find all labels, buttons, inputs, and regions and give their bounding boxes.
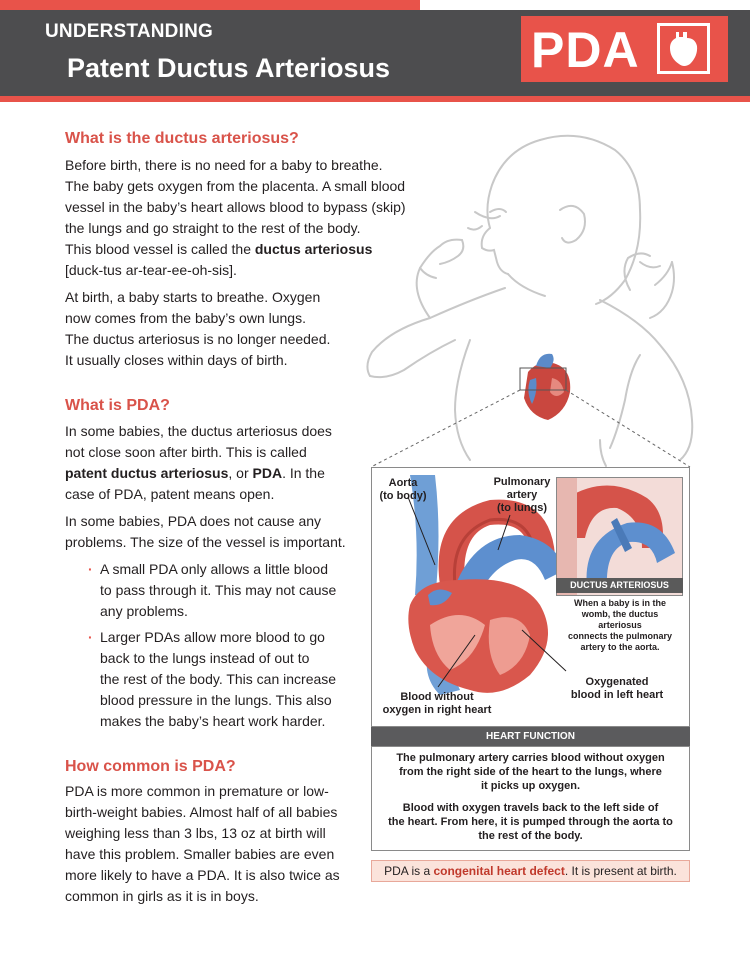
heart-icon (657, 23, 710, 74)
bullet-small-pda (88, 559, 337, 622)
term-ductus-arteriosus: ductus arteriosus (254, 241, 373, 257)
text-line: patent ductus arteriosus, or PDA. In the (65, 465, 325, 481)
text-line: case of PDA, patent means open. (65, 486, 275, 502)
chest-heart-icon (524, 354, 570, 420)
paragraph-before-birth (65, 155, 406, 281)
text-line: At birth, a baby starts to breathe. Oxygen (65, 289, 321, 305)
text-line: now comes from the baby’s own lungs. (65, 310, 306, 326)
term-congenital-heart-defect: congenital heart defect (433, 864, 565, 878)
section-heading-what-is-pda: What is PDA? (65, 397, 170, 414)
text-line: In some babies, the ductus arteriosus does (65, 423, 332, 439)
header-rule (0, 96, 750, 102)
text-line: vessel in the baby’s heart allows blood to bypass (skip) (65, 199, 406, 215)
bullet-icon: · (88, 629, 93, 645)
text-line: Before birth, there is no need for a baby to breathe. (65, 157, 383, 173)
paragraph-pda-definition (65, 421, 332, 505)
paragraph-at-birth (65, 287, 330, 371)
text-line: have this problem. Smaller babies are even (65, 846, 335, 862)
text-line: to pass through it. This may not cause (100, 582, 337, 598)
text-line: PDA is more common in premature or low- (65, 783, 329, 799)
label-pulmonary-artery: Pulmonary artery (to lungs) (493, 476, 551, 514)
bullet-large-pda (88, 627, 337, 732)
text-line: common in girls as it is in boys. (65, 888, 259, 904)
heart-function-title: HEART FUNCTION (371, 727, 690, 746)
text-line: back to the lungs instead of out to (100, 650, 310, 666)
text-line: This blood vessel is called the ductus arteriosus (65, 241, 373, 257)
page-title: Patent Ductus Arteriosus (67, 53, 391, 83)
congenital-note: PDA is a congenital heart defect. It is present at birth. (371, 860, 690, 882)
term-patent-ductus: patent ductus arteriosus (65, 465, 229, 481)
label-oxygenated-blood: Oxygenated blood in left heart (570, 676, 664, 701)
text-line: any problems. (100, 603, 188, 619)
label-blood-without-oxygen: Blood without oxygen in right heart (382, 691, 492, 716)
inset-title: DUCTUS ARTERIOSUS (556, 578, 683, 593)
heart-function-paragraph-2: Blood with oxygen travels back to the left side of the heart. From here, it is pumped through the aorta to the rest of the body. (388, 802, 673, 842)
text-line: blood pressure in the lungs. This also (100, 692, 332, 708)
text-line: It usually closes within days of birth. (65, 352, 288, 368)
text-line: makes the baby’s heart work harder. (100, 713, 326, 729)
text-line: birth-weight babies. Almost half of all babies (65, 804, 338, 820)
pda-badge (521, 16, 728, 82)
bullet-icon: · (88, 561, 93, 577)
label-aorta: Aorta (to body) (379, 477, 427, 502)
pronunciation: [duck-tus ar-tear-ee-oh-sis]. (65, 262, 237, 278)
text-line: Larger PDAs allow more blood to go (100, 629, 325, 645)
inset-caption: When a baby is in the womb, the ductus arteriosus connects the pulmonary artery to the aorta. (567, 598, 673, 652)
paragraph-how-common (65, 781, 340, 907)
badge-text: PDA (531, 22, 640, 78)
text-line: problems. The size of the vessel is important. (65, 534, 346, 550)
section-heading-how-common: How common is PDA? (65, 758, 236, 775)
text-line: The ductus arteriosus is no longer needed. (65, 331, 331, 347)
text-line: In some babies, PDA does not cause any (65, 513, 322, 529)
text-line: A small PDA only allows a little blood (100, 561, 328, 577)
top-stripe (0, 0, 750, 10)
text-line: not close soon after birth. This is called (65, 444, 307, 460)
section-heading-ductus: What is the ductus arteriosus? (65, 130, 299, 147)
heart-function-paragraph-1: The pulmonary artery carries blood without oxygen from the right side of the heart to the lungs, where it picks up oxygen. (396, 752, 665, 792)
text-line: more likely to have a PDA. It is also twice as (65, 867, 340, 883)
text-line: the lungs and go straight to the rest of the body. (65, 220, 361, 236)
header-kicker: UNDERSTANDING (45, 21, 213, 42)
text-line: weighing less than 3 lbs, 13 oz at birth will (65, 825, 326, 841)
text-line: The baby gets oxygen from the placenta. A small blood (65, 178, 406, 194)
term-pda: PDA (252, 465, 283, 481)
paragraph-pda-problems (65, 511, 346, 553)
text-line: the rest of the body. This can increase (100, 671, 337, 687)
